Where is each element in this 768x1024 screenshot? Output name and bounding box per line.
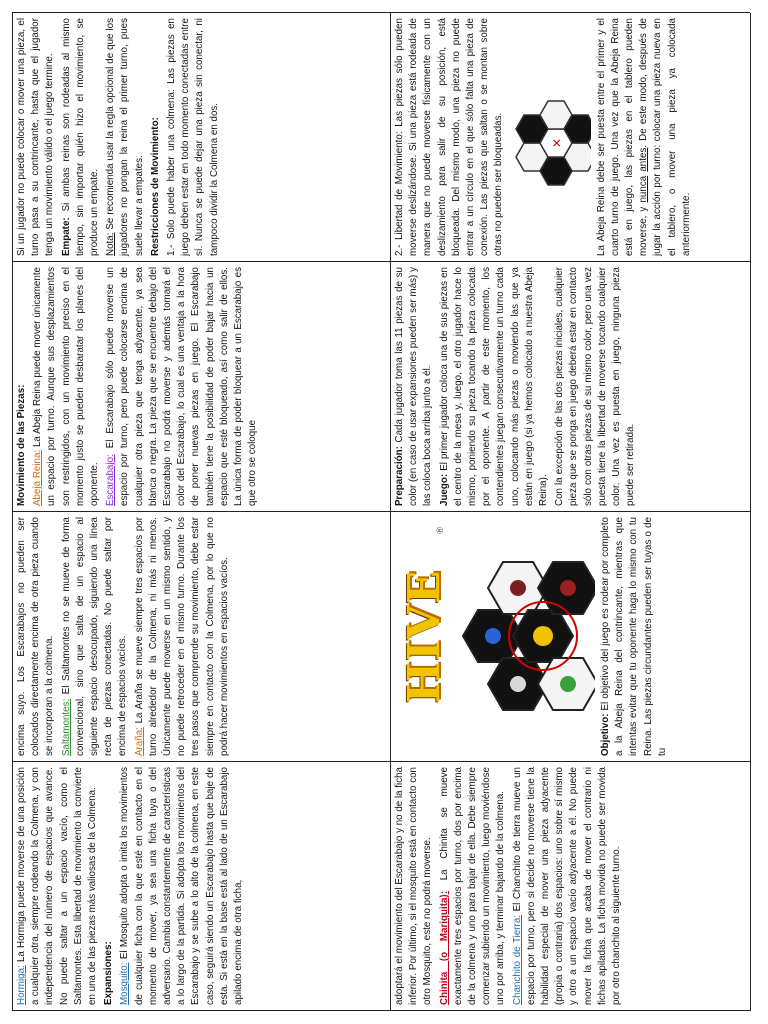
blocked-piece-diagram — [511, 77, 591, 197]
hormiga-text: La Hormiga puede moverse de una posición a cualquier otra, siempre rodeando la Colmena, y con independencia del número de espacios que avance. No puede saltar a un espacio vacío, como el Saltamontes. Esta libertad de movimiento la convierte en una de las piezas más valiosas de la Colmena. — [16, 767, 99, 1005]
objetivo-label: Objetivo: — [600, 713, 611, 756]
escarabajo-paragraph — [104, 267, 260, 506]
preparacion-paragraph — [393, 267, 436, 506]
panel-hormiga — [12, 762, 390, 1010]
hive-logo — [399, 517, 451, 756]
arana-label: Araña: — [133, 727, 145, 756]
saltamontes-text: El Saltamontes no se mueve de forma convencional, sino que salta de un espacio al siguiente espacio desocupado, siguiendo una línea recta de piezas conectadas. No puede saltar por encima de espacios vacíos. — [60, 517, 129, 756]
reina-text-a: La Abeja Reina debe ser puesta entre el primer y el cuarto turno de juego. Una vez que la Abeja Reina está en juego, las piezas en el tablero pueden moverse, y — [595, 18, 650, 256]
arana-text: La Araña se mueve siempre tres espacios por turno alrededor de la Colmena, ni más ni menos. Únicamente puede moverse en un mismo sentido, y no puede retroceder en el mismo turno. Durante los tres pasos que comprende su movimiento, debe estar siempre en contacto con la Colmena, por lo que no podrá hacer movimientos en espacios vacíos. — [133, 517, 230, 756]
space-text — [638, 172, 649, 176]
mosquito-continued-text: adoptará el movimiento del Escarabajo y no de la ficha inferior. Por último, si el mosquito está en contacto con otro Mosquito, este no podrá moverse. — [394, 767, 434, 1005]
panel-chinita — [390, 762, 750, 1010]
excepcion-paragraph: Con la excepción de las dos piezas iniciales, cualquier pieza que se ponga en juego deberá estar en contacto sólo con otras piezas de su mismo color, pero una vez puesta tiene la libertad de moverse tocando cualquier color. Una vez es puesta en juego, ninguna pieza puede ser retirada. — [554, 267, 637, 506]
expansiones-heading — [102, 767, 116, 1005]
row-divider — [390, 262, 391, 512]
chinita-text: La Chinita se mueve exactamente tres espacios por turno, dos por encima de la colmena y uno para bajar de ella. Debe siempre comenzar subiendo un movimiento, luego moviéndose uno por arriba, y terminar bajando de la colmena. — [438, 767, 507, 1005]
colmena-rule: 1.- Solo puede haber una colmena: Las piezas en juego deben estar en todo momento conectadas entre sí. Nunca se puede dejar una pieza sin conectar, ni tampoco dividir la Colmena en dos. — [166, 18, 220, 256]
objetivo-paragraph — [599, 517, 670, 756]
row-divider — [390, 762, 391, 1011]
empate-label: Empate: — [60, 217, 72, 256]
preparacion-label: Preparación: — [394, 446, 405, 506]
bottom-border — [750, 13, 751, 1011]
empate-text: Si ambas reinas son rodeadas al mismo tiempo, sin importar quién hizo el movimiento, se produce un empate. — [60, 18, 101, 256]
libertad-rule: 2.- Libertad de Movimiento: Las piezas sólo pueden moverse deslizándose. Si una pieza está rodeada de manera que no puede moverse físicamente con un deslizamiento para salir de su posición, está bloqueada. Del mismo modo, una pieza no puede entrar a un círculo en el que sólo falta una pieza de conexión. Las piezas que saltan o se montan sobre otras no pueden ser bloqueadas. — [394, 18, 505, 256]
nota-paragraph — [104, 18, 147, 256]
nota-text: Se recomienda usar la regla opcional de que los jugadores no pongan la reina el primer turno, pues suele llevar a empates. — [105, 18, 145, 256]
hormiga-paragraph — [15, 767, 100, 1005]
juego-label: Juego: — [438, 473, 450, 506]
saltamontes-paragraph — [60, 517, 131, 756]
registered-mark: ® — [435, 527, 445, 534]
juego-text: El primer jugador coloca una de sus piezas en el centro de la mesa y, luego, el otro jugador hace lo mismo, poniendo su pieza tocando la pieza colocada por el oponente. A partir de este momento, los contendientes juegan consecutivamente un turno cada uno, colocando más piezas o moviendo las que ya están en juego (si ya hemos colocado a nuestra Abeja Reina). — [438, 267, 550, 506]
mosquito-label: Mosquito: — [119, 962, 131, 1005]
antes-text: antes — [638, 147, 650, 172]
panel-movimiento — [12, 262, 390, 511]
chanchito-label: Chanchito de Tierra: — [511, 915, 523, 1005]
restricciones-label: Restricciones de Movimiento: — [149, 117, 161, 256]
column-divider — [12, 1010, 750, 1011]
escarabajo-label: Escarabajo: — [105, 454, 117, 506]
panel-objetivo — [390, 512, 750, 761]
reina-text-b: . De este modo, después de jugar la acción por turno: colocar una pieza nueva en el tablero, o mover una pieza ya colocada anteriormente. — [638, 18, 692, 256]
mosquito-paragraph — [118, 767, 246, 1005]
chanchito-paragraph — [511, 767, 625, 1005]
nota-label: Nota: — [105, 232, 117, 256]
escarabajo-text: El Escarabajo sólo puede moverse un espacio por turno, pero puede colocarse encima de cualquier otra pieza que tenga adyacente, ya sea blanca o negra. La pieza que se encuentre debajo del Escarabajo no podrá moverse y además tomará el color del Escarabajo, lo cual es una ventaja a la hora de poner nuevas piezas en juego. El Escarabajo también tiene la posibilidad de poder bajar hacia un espacio que esté bloqueado, así como salir de ellos. La única forma de poder bloquear a un Escarabajo es que otro se coloque — [105, 267, 259, 506]
hive-pieces-illustration — [455, 562, 595, 712]
panel-saltamontes — [12, 512, 390, 761]
mosquito-text: El Mosquito adopta o imita los movimientos de cualquier ficha con la que esté en contacto en el momento de mover, ya sea una ficha tuya o del adversario. Cambia constantemente de características a lo largo de la partida. Si adopta los movimientos del Escarabajo y se sube a lo alto de la colmena, en este caso, seguirá siendo un Escarabajo hasta que baje de esta. Si está en la base está al lado de un Escarabajo apilado encima de otra ficha, — [119, 767, 245, 1005]
logo-text: HIVE — [399, 569, 450, 704]
abeja-text: La Abeja Reina puede mover únicamente un espacio por turno. Aunque sus desplazamientos son restringidos, con un movimiento preciso en el momento justo se pueden desbaratar los planes del oponente. — [32, 267, 101, 506]
svg-text:✕: ✕ — [549, 137, 564, 148]
chinita-paragraph — [438, 767, 509, 1005]
empate-paragraph — [60, 18, 103, 256]
movimiento-heading — [15, 267, 29, 506]
abeja-label: Abeja Reina: — [32, 449, 44, 506]
row-divider — [390, 512, 391, 762]
chanchito-text: El Chanchito de tierra mueve un espacio por turno, pero si decide no moverse tiene la habilidad especial de mover una pieza adyacente (propia o contraria) dos espacios: uno sobre sí mismo y otro a un espacio vacío adyacente a él. No puede mover la ficha que acaba de mover el contrario ni fichas apiladas. La ficha movida no puede ser movida por otro chanchito al siguiente turno. — [511, 767, 623, 1005]
row-divider — [390, 13, 391, 262]
abeja-paragraph — [31, 267, 102, 506]
hormiga-label: Hormiga: — [16, 965, 27, 1005]
panel-libertad — [390, 13, 750, 261]
movimiento-label: Movimiento de las Piezas: — [16, 384, 27, 506]
juego-paragraph — [438, 267, 552, 506]
reina-rule — [595, 18, 694, 256]
panel-preparacion — [390, 262, 750, 511]
nunca-text: nunca — [638, 175, 650, 203]
turno-paragraph: Si un jugador no puede colocar o mover una pieza, el turno pasa a su contrincante, hasta que el jugador tenga un movimiento válido o el juego termine. — [16, 18, 56, 256]
panel-empate — [12, 13, 390, 261]
preparacion-text: Cada jugador toma las 11 piezas de su color (en caso de usar expansiones pueden ser más) y las coloca boca arriba junto a él. — [394, 267, 434, 506]
restricciones-heading — [149, 18, 163, 256]
arana-paragraph — [133, 517, 232, 756]
objetivo-text: El objetivo del juego es rodear por completo a la Abeja Reina del contrincante, mientras que intentas evitar que tu oponente haga lo mismo con tu Reina. Las piezas circundantes pueden ser tuyas o de tu — [600, 517, 668, 756]
escarabajo-continued: encima suyo. Los Escarabajos no pueden ser colocados directamente encima de otra pieza cuando se incorporan a la colmena. — [16, 517, 56, 756]
saltamontes-label: Saltamontes: — [60, 698, 72, 756]
chinita-label: Chinita (o Mariquita): — [438, 891, 450, 1005]
expansiones-label: Expansiones: — [103, 941, 115, 1005]
